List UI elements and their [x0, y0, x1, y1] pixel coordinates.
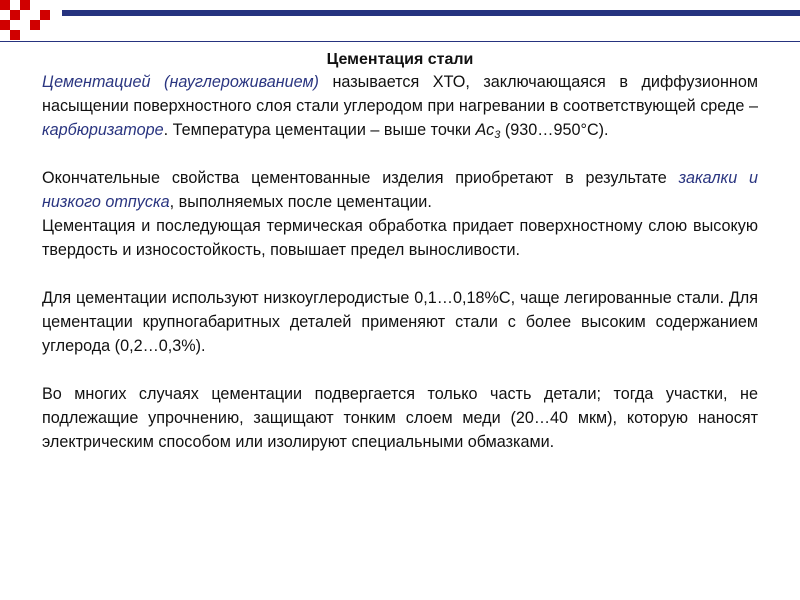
paragraph-definition: Цементацией (науглероживанием) называется ХТО, заключающаяся в диффузионном насыщении поверхностного слоя стали углеродом при нагревании в соответствующей среде – карбюризаторе. Температура цементации – выше точки $Ас_3$ (930…950°С). — [42, 73, 758, 141]
point-ac3: $Ас_3$ — [475, 121, 501, 141]
header-band — [62, 10, 800, 16]
paragraph-partial: Во многих случаях цементации подвергается только часть детали; тогда участки, не подлежащие упрочнению, защищают тонким слоем меди (20…40 мкм), которую наносят электрическим способом или изолируют специальными обмазками. — [42, 385, 758, 451]
term-carburizer: карбюризаторе — [42, 121, 164, 139]
slide-body — [42, 70, 758, 454]
header-rule — [0, 41, 800, 42]
checker-decoration — [0, 0, 60, 40]
slide-title: Цементация стали — [326, 51, 474, 68]
paragraph-steels: Для цементации используют низкоуглеродистые 0,1…0,18%С, чаще легированные стали. Для цементации крупногабаритных деталей применяют стали с более высоким содержанием углерода (0,2…0,3%). — [42, 289, 758, 355]
paragraph-properties: Окончательные свойства цементованные изделия приобретают в результате закалки и низкого отпуска, выполняемых после цементации. — [42, 169, 758, 211]
paragraph-treatment: Цементация и последующая термическая обработка придает поверхностному слою высокую твердость и износостойкость, повышает предел выносливости. — [42, 217, 758, 259]
term-quench-temper: закалки и низкого отпуска — [42, 169, 758, 211]
term-cementation: Цементацией (науглероживанием) — [42, 73, 319, 91]
